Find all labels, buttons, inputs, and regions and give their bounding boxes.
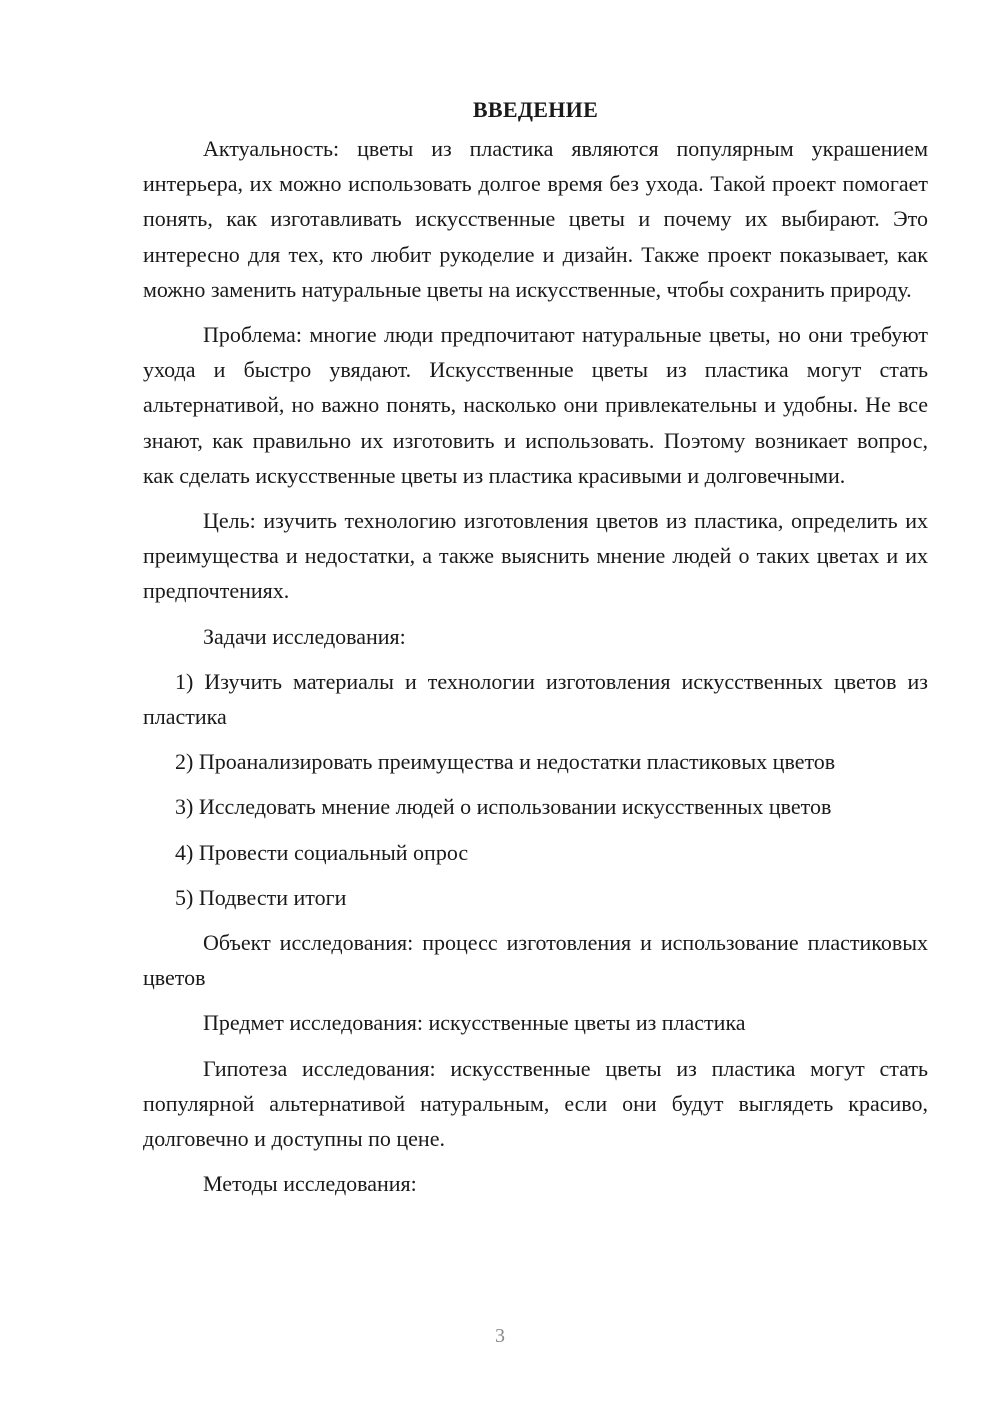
document-page [143,92,928,1201]
task-item-5: 5) Подвести итоги [175,884,347,910]
task-item-4: 4) Провести социальный опрос [175,839,469,865]
paragraph-object: Объект исследования: процесс изготовления и использование пластиковых цветов [143,930,928,991]
page-title: ВВЕДЕНИЕ [472,97,599,122]
paragraph-problem: Проблема: многие люди предпочитают натуральные цветы, но они требуют ухода и быстро увядают. Искусственные цветы из пластика могут стать альтернативой, но важно понять, насколько они привлекательны и удобны. Не все знают, как правильно их изготовить и использовать. Поэтому возникает вопрос, как сделать искусственные цветы из пластика красивыми и долговечными. [143,322,928,488]
task-item-3: 3) Исследовать мнение людей о использовании искусственных цветов [175,794,832,820]
methods-heading: Методы исследования: [203,1171,417,1197]
tasks-heading: Задачи исследования: [203,623,406,649]
paragraph-relevance: Актуальность: цветы из пластика являются популярным украшением интерьера, их можно использовать долгое время без ухода. Такой проект помогает понять, как изготавливать искусственные цветы и почему их выбирают. Это интересно для тех, кто любит рукоделие и дизайн. Также проект показывает, как можно заменить натуральные цветы на искусственные, чтобы сохранить природу. [143,136,928,302]
task-item-2: 2) Проанализировать преимущества и недостатки пластиковых цветов [175,749,836,775]
paragraph-goal: Цель: изучить технологию изготовления цветов из пластика, определить их преимущества и недостатки, а также выяснить мнение людей о таких цветах и их предпочтениях. [143,508,928,604]
page-number: 3 [495,1325,505,1347]
paragraph-hypothesis: Гипотеза исследования: искусственные цветы из пластика могут стать популярной альтернативой натуральным, если они будут выглядеть красиво, долговечно и доступны по цене. [143,1055,928,1152]
task-item-1: 1) Изучить материалы и технологии изготовления искусственных цветов из пластика [143,668,928,730]
paragraph-subject: Предмет исследования: искусственные цветы из пластика [203,1010,746,1036]
